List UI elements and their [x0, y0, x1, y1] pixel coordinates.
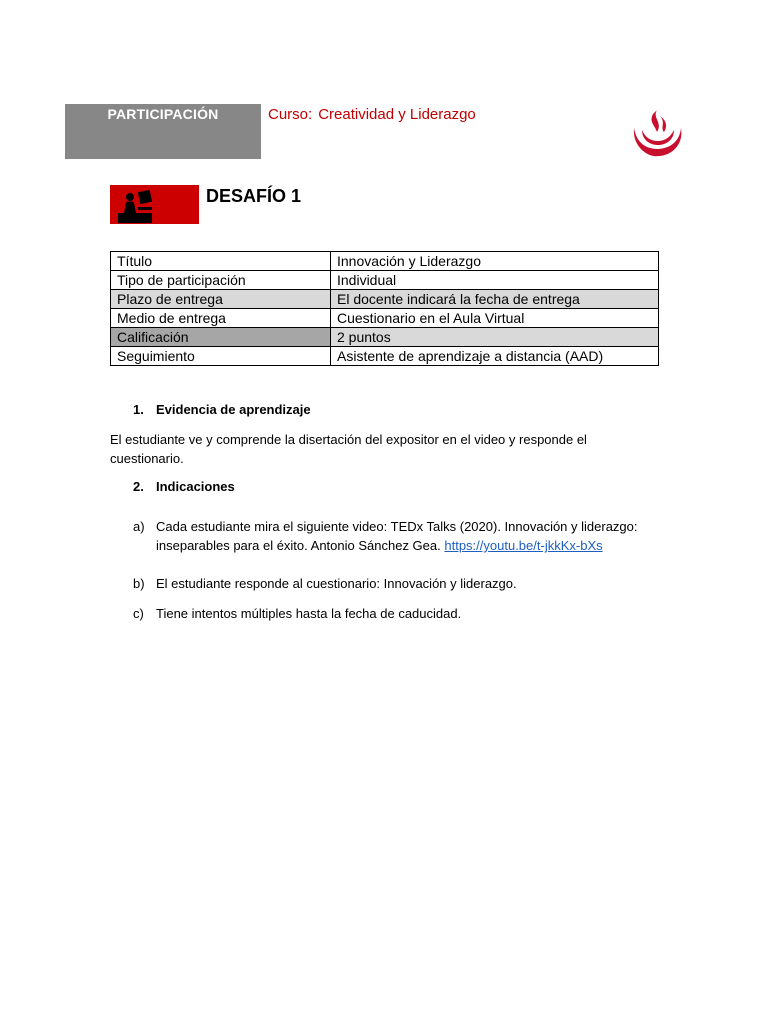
section-title: Indicaciones: [156, 479, 235, 494]
table-key: Tipo de participación: [111, 271, 331, 290]
table-row: [111, 309, 659, 328]
list-item-text: El estudiante responde al cuestionario: Innovación y liderazgo.: [156, 576, 517, 591]
course-prefix: Curso:: [268, 106, 313, 123]
section-number: 2.: [133, 479, 144, 494]
table-key: Plazo de entrega: [111, 290, 331, 309]
person-at-computer-icon: [116, 185, 156, 224]
table-row: [111, 347, 659, 366]
list-item-text: Cada estudiante mira el siguiente video: TEDx Talks (2020). Innovación y liderazgo: inseparables para el éxito. Antonio Sánchez Gea.: [156, 519, 638, 553]
table-value: Cuestionario en el Aula Virtual: [331, 309, 659, 328]
table-value: Asistente de aprendizaje a distancia (AAD): [331, 347, 659, 366]
list-item-letter: a): [133, 519, 145, 534]
table-value: El docente indicará la fecha de entrega: [331, 290, 659, 309]
table-row: [111, 290, 659, 309]
header-label: PARTICIPACIÓN: [107, 106, 219, 122]
table-value: Innovación y Liderazgo: [331, 252, 659, 271]
table-value: 2 puntos: [331, 328, 659, 347]
table-row: [111, 271, 659, 290]
table-row: [111, 252, 659, 271]
table-key: Título: [111, 252, 331, 271]
list-item: [133, 574, 653, 593]
table-key: Seguimiento: [111, 347, 331, 366]
course-title: [268, 106, 476, 123]
evidence-paragraph: El estudiante ve y comprende la disertación del expositor en el video y responde el cuestionario.: [110, 432, 587, 466]
table-row: [111, 328, 659, 347]
course-name: Creatividad y Liderazgo: [318, 106, 476, 123]
upc-logo-icon: [630, 108, 685, 158]
table-key: Calificación: [111, 328, 331, 347]
list-item-text: Tiene intentos múltiples hasta la fecha de caducidad.: [156, 606, 462, 621]
list-item: [133, 604, 653, 623]
list-item-letter: c): [133, 606, 144, 621]
table-key: Medio de entrega: [111, 309, 331, 328]
list-item: [133, 517, 653, 555]
table-value: Individual: [331, 271, 659, 290]
section-title: Evidencia de aprendizaje: [156, 402, 311, 417]
section-number: 1.: [133, 402, 144, 417]
challenge-title: DESAFÍO 1: [206, 186, 302, 206]
list-item-letter: b): [133, 576, 145, 591]
info-table: [110, 251, 659, 366]
challenge-icon-box: [110, 185, 199, 224]
video-link[interactable]: https://youtu.be/t-jkkKx-bXs: [444, 538, 603, 553]
